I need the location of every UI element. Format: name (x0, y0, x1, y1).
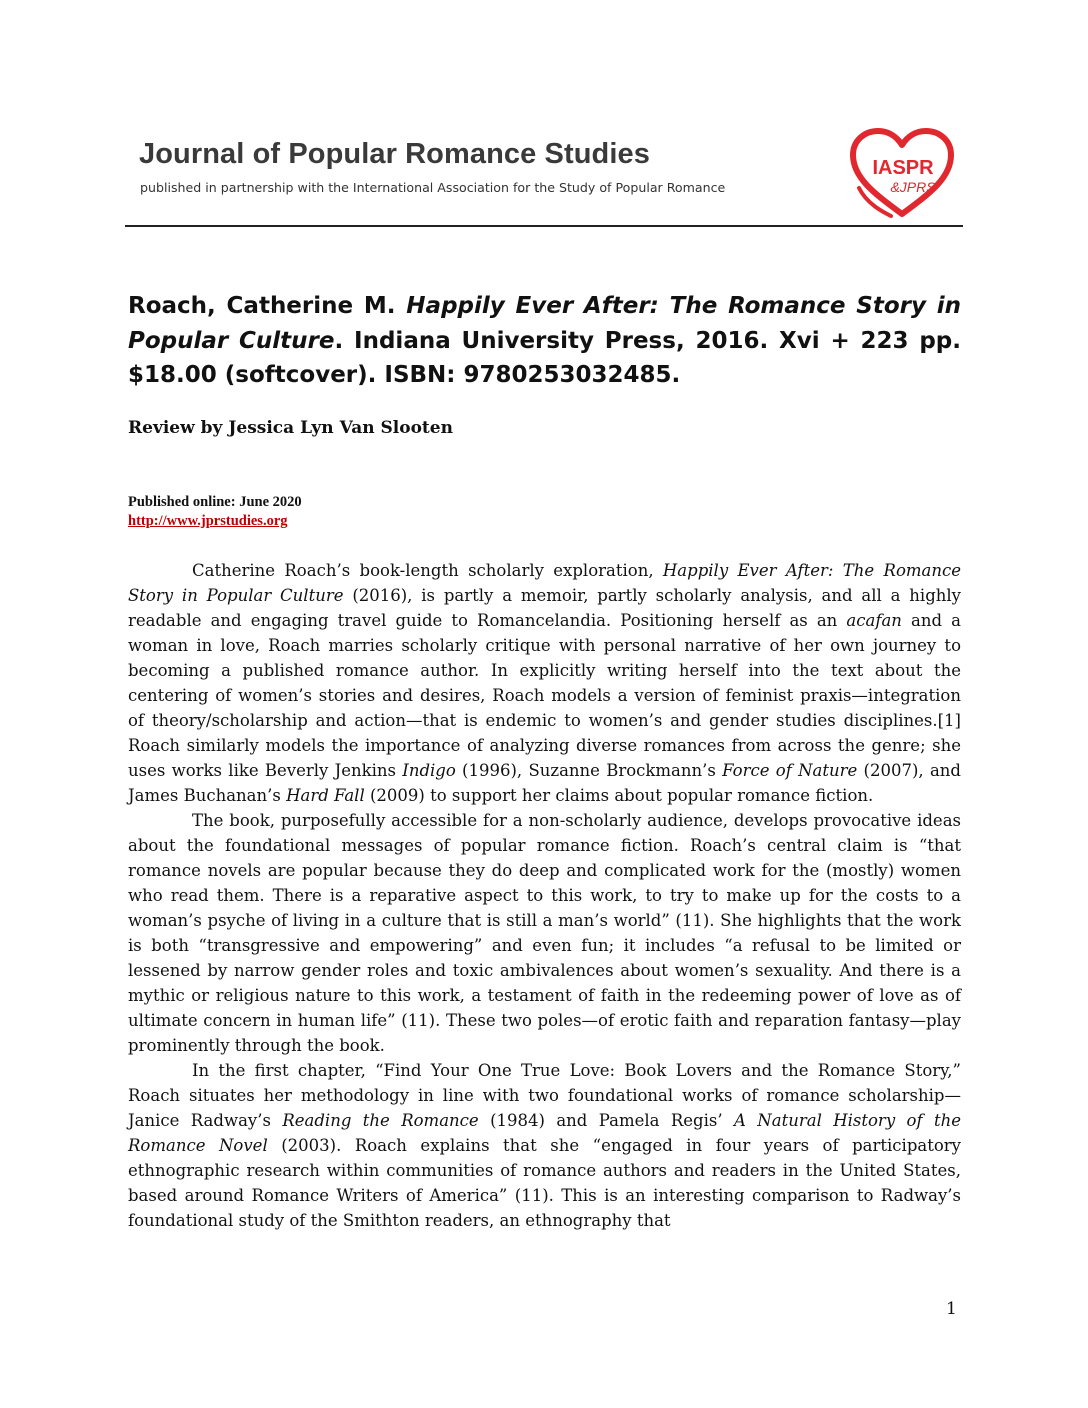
journal-subtitle: published in partnership with the International Association for the Study of Popular Romance (140, 180, 726, 195)
body-paragraph-1: Catherine Roach’s book-length scholarly exploration, Happily Ever After: The Romance Story in Popular Culture (2016), is partly a memoir, partly scholarly analysis, and all a highly readable and engaging travel guide to Romancelandia. Positioning herself as an acafan and a woman in love, Roach marries scholarly critique with personal narrative of her own journey to becoming a published romance author. In explicitly writing herself into the text about the centering of women’s stories and desires, Roach models a version of feminist praxis—integration of theory/scholarship and action—that is endemic to women’s and gender studies disciplines.[1] Roach similarly models the importance of analyzing diverse romances from across the genre; she uses works like Beverly Jenkins Indigo (1996), Suzanne Brockmann’s Force of Nature (2007), and James Buchanan’s Hard Fall (2009) to support her claims about popular romance fiction. (128, 561, 962, 805)
journal-masthead (125, 128, 965, 228)
citation-details: . Indiana University Press, 2016. Xvi + 223 pp. $18.00 (softcover). ISBN: 9780253032485. (128, 327, 961, 388)
review-body (128, 558, 961, 1233)
journal-link[interactable]: http://www.jprstudies.org (128, 513, 288, 529)
iaspr-heart-logo (847, 128, 957, 220)
body-paragraph-3: In the first chapter, “Find Your One True Love: Book Lovers and the Romance Story,” Roach situates her methodology in line with two foundational works of romance scholarship—Janice Radway’s Reading the Romance (1984) and Pamela Regis’ A Natural History of the Romance Novel (2003). Roach explains that she “engaged in four years of participatory ethnographic research within communities of romance authors and readers in the United States, based around Romance Writers of America” (11). This is an interesting comparison to Radway’s foundational study of the Smithton readers, an ethnography that (128, 1061, 961, 1230)
logo-text-jprs: &JPRS (890, 179, 936, 195)
book-citation (128, 289, 961, 393)
citation-author: Roach, Catherine M. (128, 293, 396, 319)
reviewer-byline: Review by Jessica Lyn Van Slooten (128, 418, 453, 438)
journal-title: Journal of Popular Romance Studies (139, 138, 650, 170)
body-paragraph-2: The book, purposefully accessible for a non-scholarly audience, develops provocative ideas about the foundational messages of popular romance fiction. Roach’s central claim is “that romance novels are popular because they do deep and complicated work for the (mostly) women who read them. There is a reparative aspect to this work, to try to make up for the costs to a woman’s psyche of living in a culture that is still a man’s world” (11). She highlights that the work is both “transgressive and empowering” and even fun; it includes “a refusal to be limited or lessened by narrow gender roles and toxic ambivalences about women’s sexuality. And there is a mythic or religious nature to this work, a testament of faith in the redeeming power of love as of ultimate concern in human life” (11). These two poles—of erotic faith and reparation fantasy—play prominently through the book. (128, 811, 961, 1055)
published-date: Published online: June 2020 (128, 494, 302, 510)
page-number: 1 (946, 1299, 957, 1319)
header-divider (125, 225, 963, 227)
logo-text-iaspr: IASPR (872, 157, 934, 179)
citation-book-title: Happily Ever After: The Romance Story in Popular Culture (128, 293, 962, 354)
publication-info (128, 493, 302, 531)
